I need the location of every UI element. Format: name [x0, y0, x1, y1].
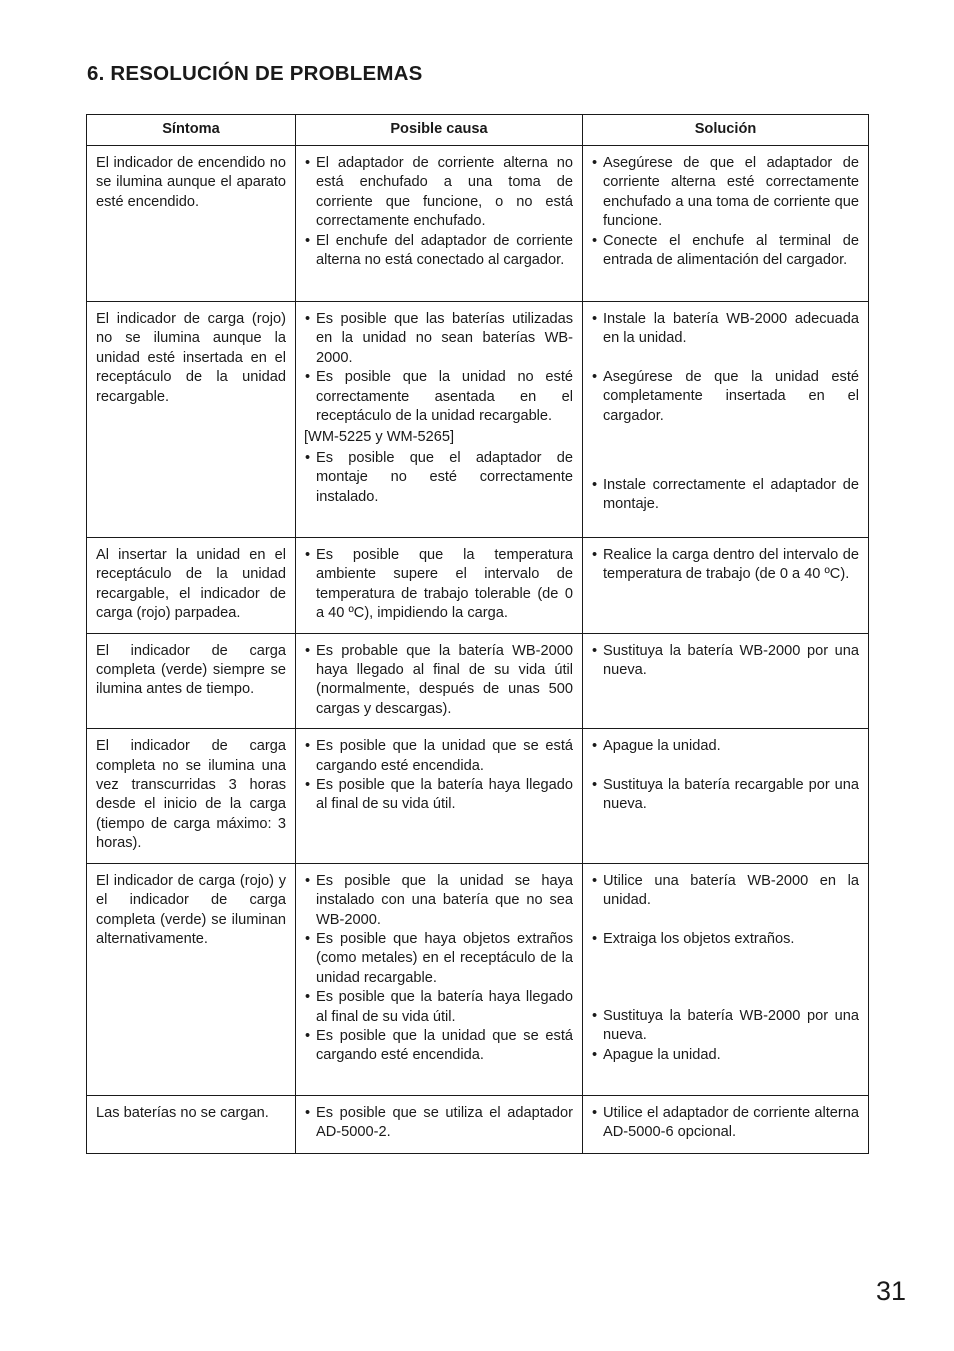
section-title: 6. RESOLUCIÓN DE PROBLEMAS — [87, 62, 423, 85]
cause-item: • Es posible que la batería haya llegado al final de su vida útil. — [305, 988, 573, 1027]
solution-cell — [583, 1095, 869, 1153]
cause-item: • El adaptador de corriente alterna no está enchufado a una toma de corriente que funcione, o no está correctamente enchufado. — [305, 154, 573, 232]
symptom-cell: Al insertar la unidad en el receptáculo de la unidad recargable, el indicador de carga (rojo) parpadea. — [87, 538, 296, 634]
column-header-symptom: Síntoma — [87, 115, 296, 146]
table-row — [87, 538, 869, 634]
table-row — [87, 729, 869, 863]
solution-item: • Utilice el adaptador de corriente alterna AD-5000-6 opcional. — [592, 1104, 859, 1143]
cause-item: • Es posible que la temperatura ambiente supere el intervalo de temperatura de trabajo tolerable (de 0 a 40 ºC), impidiendo la carga. — [305, 546, 573, 624]
solution-item: • Sustituya la batería recargable por una nueva. — [592, 776, 859, 815]
solution-item: • Apague la unidad. — [592, 737, 859, 756]
symptom-cell: El indicador de carga completa (verde) siempre se ilumina antes de tiempo. — [87, 633, 296, 729]
solution-cell — [583, 633, 869, 729]
solution-item: • Conecte el enchufe al terminal de entrada de alimentación del cargador. — [592, 232, 859, 271]
cause-item: • Es posible que el adaptador de montaje no esté correctamente instalado. — [305, 449, 573, 507]
page-number: 31 — [876, 1276, 907, 1306]
solution-item: • Apague la unidad. — [592, 1046, 859, 1065]
solution-cell — [583, 729, 869, 863]
solution-cell — [583, 302, 869, 538]
solution-item: • Asegúrese de que la unidad esté completamente insertada en el cargador. — [592, 368, 859, 426]
table-row — [87, 863, 869, 1095]
solution-item: • Realice la carga dentro del intervalo de temperatura de trabajo (de 0 a 40 ºC). — [592, 546, 859, 585]
solution-item: • Sustituya la batería WB-2000 por una nueva. — [592, 642, 859, 681]
solution-item: • Asegúrese de que el adaptador de corriente alterna esté correctamente enchufado a una toma de corriente que funcione. — [592, 154, 859, 232]
cause-item: • Es posible que las baterías utilizadas en la unidad no sean baterías WB-2000. — [305, 310, 573, 368]
solution-cell — [583, 146, 869, 302]
cause-cell — [296, 863, 583, 1095]
symptom-cell: El indicador de encendido no se ilumina aunque el aparato esté encendido. — [87, 146, 296, 302]
cause-item: • Es posible que la unidad que se está cargando esté encendida. — [305, 737, 573, 776]
column-header-cause: Posible causa — [296, 115, 583, 146]
cause-item: • Es posible que la unidad se haya instalado con una batería que no sea WB-2000. — [305, 872, 573, 930]
table-row — [87, 633, 869, 729]
table-row — [87, 146, 869, 302]
symptom-cell: El indicador de carga (rojo) no se ilumina aunque la unidad esté insertada en el receptáculo de la unidad recargable. — [87, 302, 296, 538]
cause-item: • Es posible que haya objetos extraños (como metales) en el receptáculo de la unidad recargable. — [305, 930, 573, 988]
table-header-row — [87, 115, 869, 146]
solution-cell — [583, 538, 869, 634]
solution-item: • Extraiga los objetos extraños. — [592, 930, 859, 949]
solution-item: • Sustituya la batería WB-2000 por una nueva. — [592, 1007, 859, 1046]
symptom-cell: El indicador de carga completa no se ilumina una vez transcurridas 3 horas desde el inicio de la carga (tiempo de carga máximo: 3 horas). — [87, 729, 296, 863]
cause-cell — [296, 1095, 583, 1153]
troubleshooting-table — [86, 114, 869, 1154]
cause-item: • Es posible que la unidad no esté correctamente asentada en el receptáculo de la unidad recargable. — [305, 368, 573, 426]
table-row — [87, 302, 869, 538]
cause-cell — [296, 146, 583, 302]
cause-cell — [296, 729, 583, 863]
solution-item: • Instale la batería WB-2000 adecuada en la unidad. — [592, 310, 859, 349]
cause-item: • Es posible que se utiliza el adaptador AD-5000-2. — [305, 1104, 573, 1143]
symptom-cell: El indicador de carga (rojo) y el indicador de carga completa (verde) se iluminan alternativamente. — [87, 863, 296, 1095]
symptom-cell: Las baterías no se cargan. — [87, 1095, 296, 1153]
solution-item: • Utilice una batería WB-2000 en la unidad. — [592, 872, 859, 911]
cause-item: • El enchufe del adaptador de corriente alterna no está conectado al cargador. — [305, 232, 573, 271]
model-note: [WM-5225 y WM-5265] — [304, 429, 455, 446]
cause-item: • Es posible que la batería haya llegado al final de su vida útil. — [305, 776, 573, 815]
cause-item: • Es posible que la unidad que se está cargando esté encendida. — [305, 1027, 573, 1066]
solution-item: • Instale correctamente el adaptador de montaje. — [592, 476, 859, 515]
table-row — [87, 1095, 869, 1153]
cause-cell — [296, 633, 583, 729]
column-header-solution: Solución — [583, 115, 869, 146]
cause-cell — [296, 302, 583, 538]
cause-cell — [296, 538, 583, 634]
solution-cell — [583, 863, 869, 1095]
cause-item: • Es probable que la batería WB-2000 haya llegado al final de su vida útil (normalmente, después de unas 500 cargas y descargas). — [305, 642, 573, 720]
